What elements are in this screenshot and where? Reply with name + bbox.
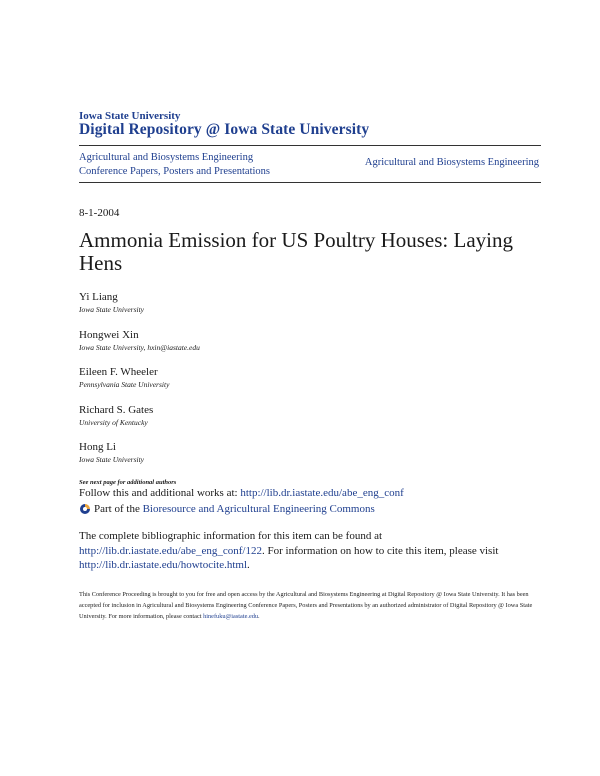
part-of-prefix: Part of the: [94, 503, 140, 515]
author-name: Yi Liang: [79, 291, 118, 303]
paper-title: Ammonia Emission for US Poultry Houses: Laying Hens: [79, 228, 513, 275]
item-link[interactable]: http://lib.dr.iastate.edu/abe_eng_conf/122: [79, 544, 262, 557]
author-block: [79, 404, 153, 427]
collection-left-line2[interactable]: Conference Papers, Posters and Presentations: [79, 165, 270, 177]
part-of-line: [79, 503, 375, 515]
institution-name: Iowa State University: [79, 110, 181, 122]
access-notice: [79, 589, 539, 622]
collection-right[interactable]: Agricultural and Biosystems Engineering: [364, 157, 539, 168]
bottom-rule: [79, 182, 541, 183]
publication-date: 8-1-2004: [79, 207, 120, 219]
follow-link[interactable]: http://lib.dr.iastate.edu/abe_eng_conf: [240, 487, 404, 499]
collection-left[interactable]: [79, 151, 270, 178]
author-block: [79, 441, 144, 464]
author-name: Hongwei Xin: [79, 329, 139, 341]
repository-name[interactable]: Digital Repository @ Iowa State University: [79, 121, 370, 138]
author-block: [79, 329, 200, 352]
follow-prefix: Follow this and additional works at:: [79, 487, 241, 499]
follow-line: [79, 487, 404, 499]
biblio-suffix: .: [247, 559, 250, 571]
biblio-middle: . For information on how to cite this item, please visit: [261, 544, 499, 557]
contact-email-link[interactable]: hinefuku@iastate.edu: [203, 613, 259, 620]
notice-suffix: .: [258, 613, 260, 620]
see-next-note: See next page for additional authors: [79, 479, 177, 486]
top-rule: [79, 145, 541, 146]
bepress-commons-icon: [79, 503, 91, 515]
commons-link[interactable]: Bioresource and Agricultural Engineering Commons: [142, 503, 375, 515]
notice-text: This Conference Proceeding is brought to you for free and open access by the Agricultural and Biosystems Engineering at Digital Repository @ Iowa State University. It has been accepted for inclusion in Agricultural and Biosystems Engineering Conference Papers, Posters and Presentations by an authorized administrator of Digital Repository @ Iowa State University. For more information, please contact: [79, 591, 533, 620]
howtocite-link[interactable]: http://lib.dr.iastate.edu/howtocite.html: [79, 559, 248, 571]
collection-left-line1[interactable]: Agricultural and Biosystems Engineering: [79, 152, 254, 163]
author-name: Hong Li: [79, 441, 116, 453]
author-name: Eileen F. Wheeler: [79, 366, 158, 378]
author-name: Richard S. Gates: [79, 404, 154, 416]
author-affiliation: Pennsylvania State University: [79, 380, 170, 389]
author-block: [79, 291, 144, 314]
author-affiliation: University of Kentucky: [79, 418, 148, 427]
biblio-prefix: The complete bibliographic information for this item can be found at: [79, 530, 383, 542]
author-affiliation: Iowa State University, hxin@iastate.edu: [79, 343, 200, 352]
bibliographic-info: [79, 529, 529, 573]
author-affiliation: Iowa State University: [79, 305, 144, 314]
author-affiliation: Iowa State University: [79, 455, 144, 464]
author-block: [79, 366, 169, 389]
